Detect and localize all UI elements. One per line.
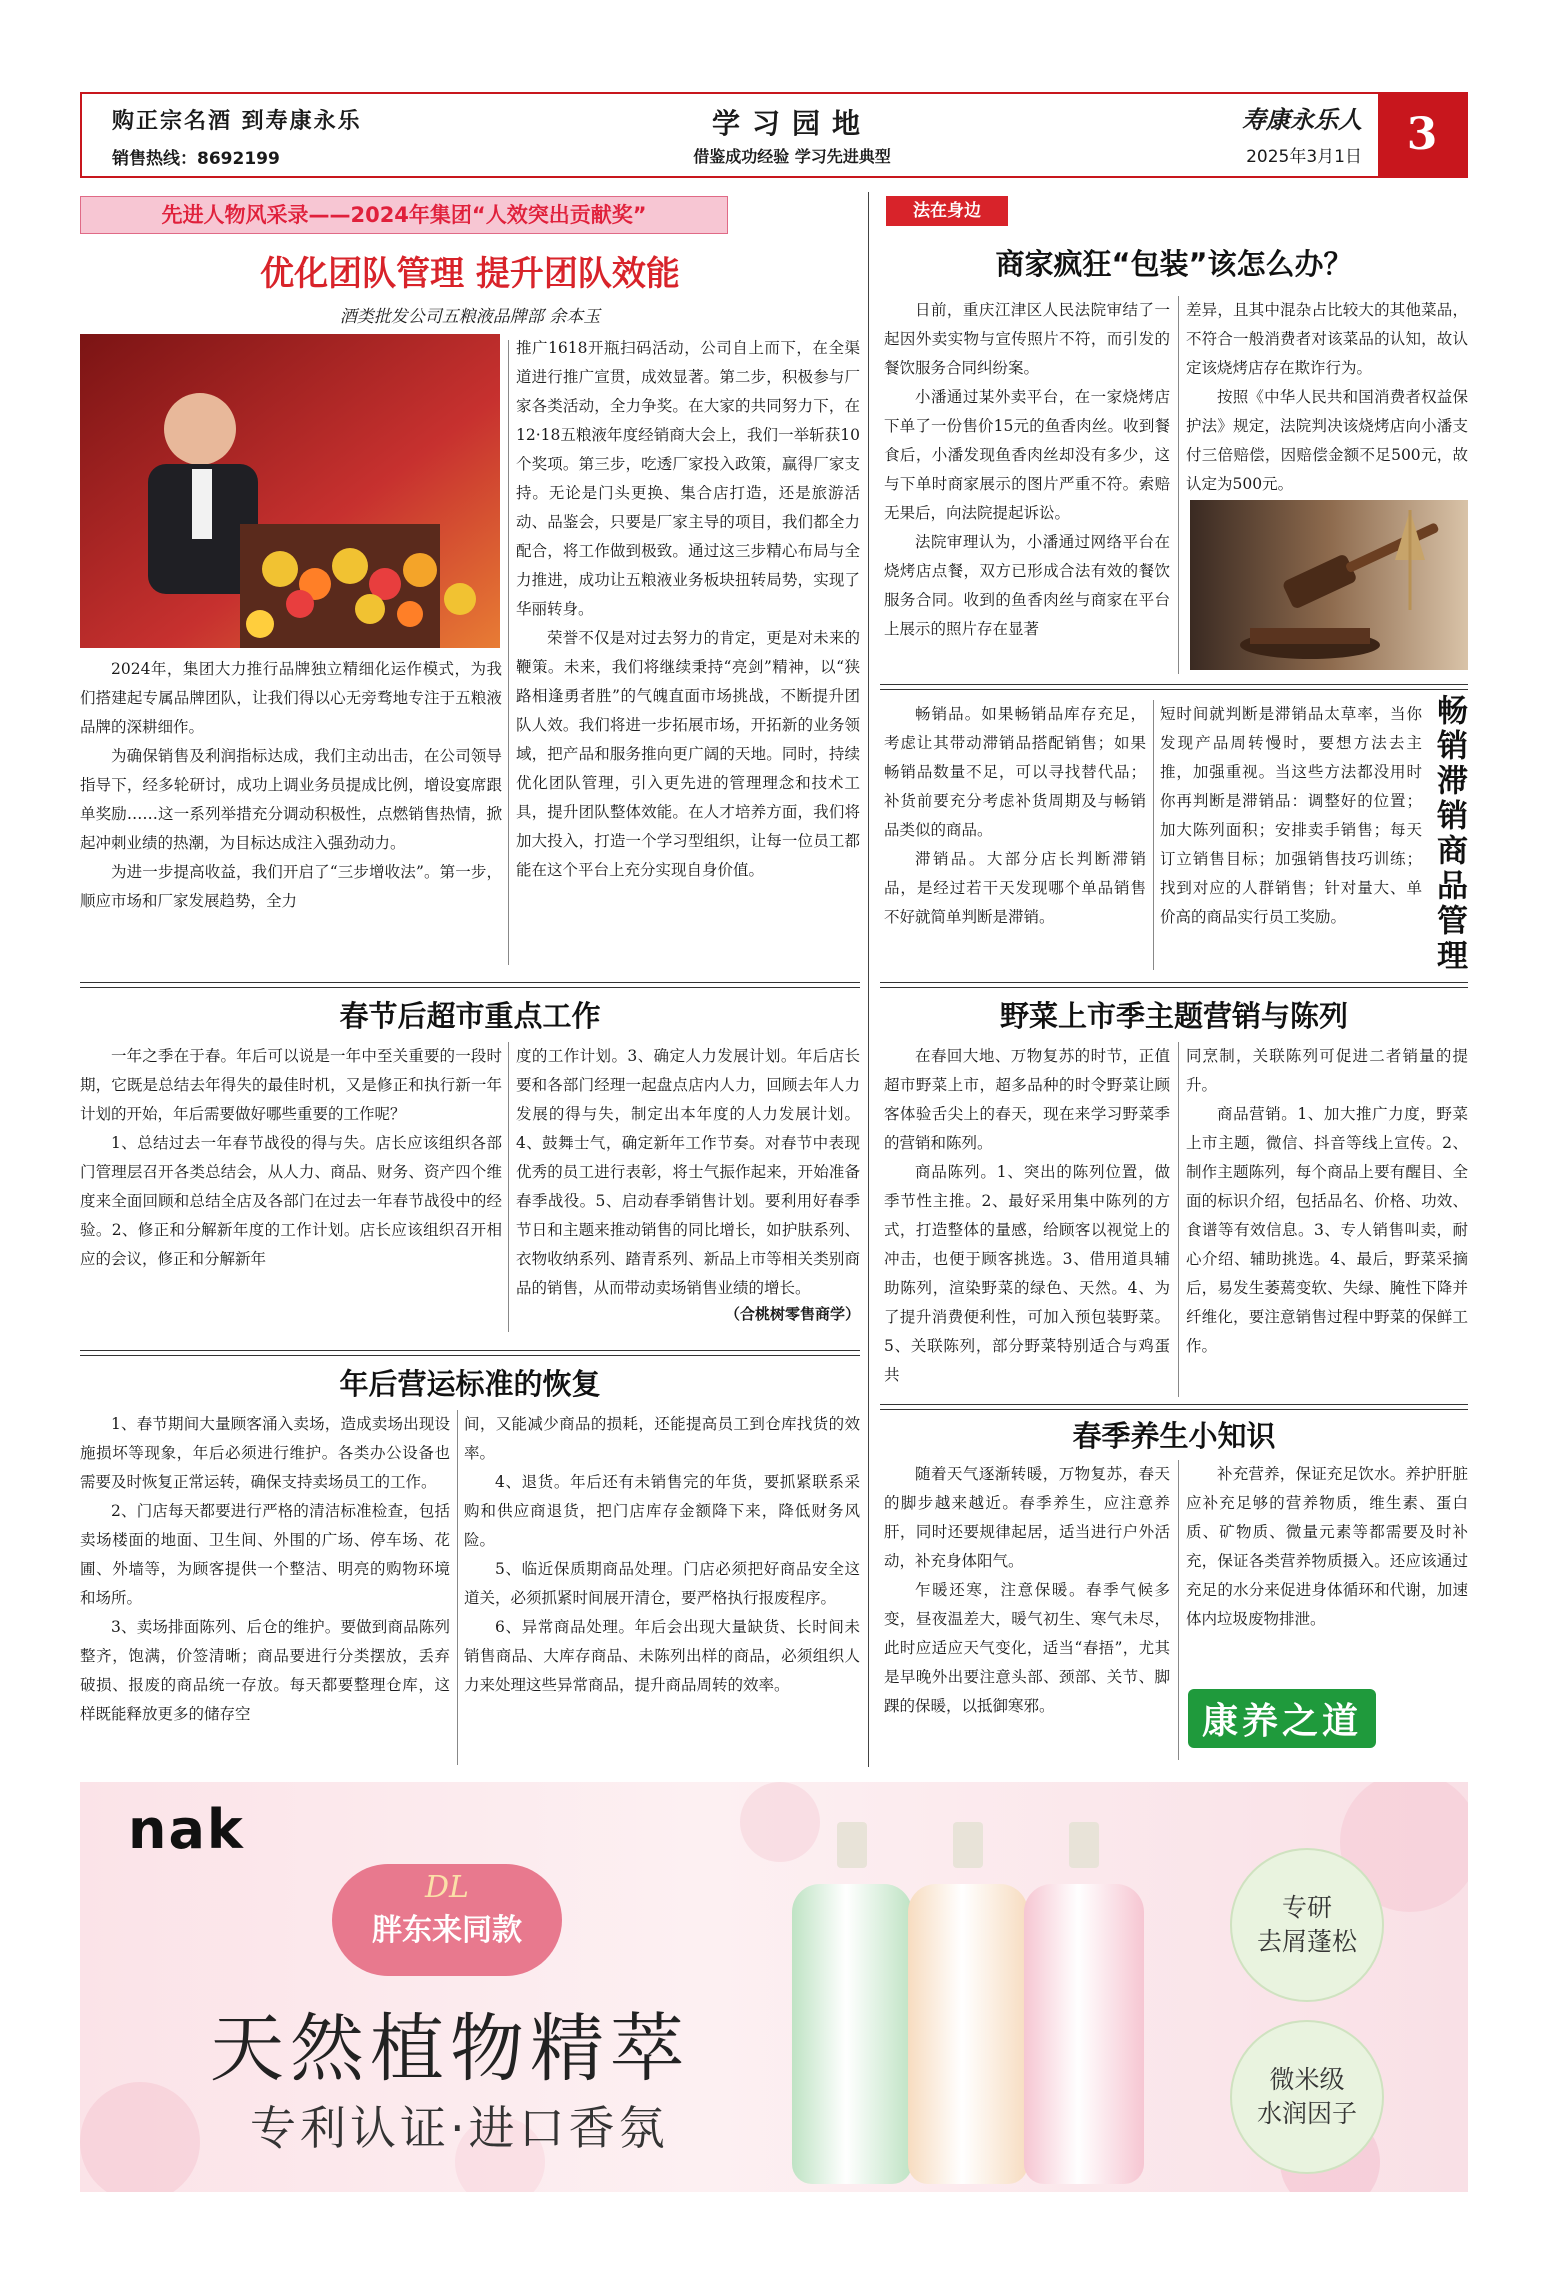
ad-headline: 天然植物精萃 <box>210 2006 690 2092</box>
article3-right-para: 6、异常商品处理。年后会出现大量缺货、长时间未销售商品、大库存商品、未陈列出样的商品，必须组织人力来处理这些异常商品，提升商品周转的效率。 <box>464 1618 860 1694</box>
article2-col-rule <box>508 1042 509 1332</box>
section-title: 学习园地 <box>711 107 872 140</box>
ad-feature-circle-2: 微米级 水润因子 <box>1230 2020 1384 2174</box>
article1-right-para: 推广1618开瓶扫码活动，公司自上而下，在全渠道进行推广宣贯，成效显著。第二步，积极参与厂家各类活动，全力争奖。在大家的共同努力下，在12·18五粮液年度经销商大会上，我们一举斩获10个奖项。第三步，吃透厂家投入政策，赢得厂家支持。无论是门头更换、集合店打造，还是旅游活动、品鉴会，只要是厂家主导的项目，我们都全力配合，将工作做到极致。通过这三步精心布局与全力推进，成功让五粮液业务板块扭转局势，实现了华丽转身。 <box>516 339 860 618</box>
ad-badge <box>332 1864 562 1976</box>
article5-col-rule <box>1153 700 1154 970</box>
article3-right-col <box>464 1410 860 1700</box>
article3-left-para: 3、卖场排面陈列、后仓的维护。要做到商品陈列整齐，饱满，价签清晰；商品要进行分类摆放，丢弃破损、报废的商品统一存放。每天都要整理仓库，这样既能释放更多的储存空 <box>80 1618 450 1723</box>
article6-left-para: 商品陈列。1、突出的陈列位置，做季节性主推。2、最好采用集中陈列的方式，打造整体的量感，给顾客以视觉上的冲击，也便于顾客挑选。3、借用道具辅助陈列，渲染野菜的绿色、天然。4、为了提升消费便利性，可加入预包装野菜。5、关联陈列，部分野菜特别适合与鸡蛋共 <box>884 1163 1170 1384</box>
article2-right-col <box>516 1042 860 1303</box>
article2-title: 春节后超市重点工作 <box>339 999 601 1033</box>
article4-left-para: 法院审理认为，小潘通过网络平台在烧烤店点餐，双方已形成合法有效的餐饮服务合同。收到的鱼香肉丝与商家在平台上展示的照片存在显著 <box>884 533 1170 638</box>
article6-title: 野菜上市季主题营销与陈列 <box>999 999 1348 1033</box>
article2-left-col <box>80 1042 502 1274</box>
article1-col-rule <box>508 340 509 965</box>
article6-right-para: 同烹制，关联陈列可促进二者销量的提升。 <box>1186 1047 1468 1094</box>
article1-left-para: 为确保销售及利润指标达成，我们主动出击，在公司领导指导下，经多轮研讨，成功上调业务员提成比例，增设宴席跟单奖励……这一系列举措充分调动积极性，点燃销售热情，掀起冲刺业绩的热潮，为目标达成注入强劲动力。 <box>80 747 502 852</box>
article7-logo <box>1188 1686 1468 1750</box>
section-subtitle: 借鉴成功经验 学习先进典型 <box>693 147 891 166</box>
article7-col-rule <box>1178 1460 1179 1760</box>
article5-right-para: 短时间就判断是滞销品太草率，当你发现产品周转慢时，要想方法去主推，加强重视。当这些方法都没用时你再判断是滞销品：调整好的位置；加大陈列面积；安排卖手销售；每天订立销售目标；加强销售技巧训练；找到对应的人群销售；针对量大、单价高的商品实行员工奖励。 <box>1160 705 1422 926</box>
article4-title: 商家疯狂“包装”该怎么办？ <box>995 247 1353 281</box>
article4-photo <box>1190 500 1468 670</box>
article7-right-para: 补充营养，保证充足饮水。养护肝脏应补充足够的营养物质，维生素、蛋白质、矿物质、微量元素等都需要及时补充，保证各类营养物质摄入。还应该通过充足的水分来促进身体循环和代谢，加速体内垃圾废物排泄。 <box>1186 1465 1468 1628</box>
article1-right-para: 荣誉不仅是对过去努力的肯定，更是对未来的鞭策。未来，我们将继续秉持“亮剑”精神，以“狭路相逢勇者胜”的气魄直面市场挑战，不断提升团队人效。我们将进一步拓展市场，开拓新的业务领域，把产品和服务推向更广阔的天地。同时，持续优化团队管理，引入更先进的管理理念和技术工具，提升团队整体效能。在人才培养方面，我们将加大投入，打造一个学习型组织，让每一位员工都能在这个平台上充分实现自身价值。 <box>516 629 860 879</box>
speaker-photo-illustration <box>80 334 500 648</box>
article5-left-para: 滞销品。大部分店长判断滞销品，是经过若干天发现哪个单品销售不好就简单判断是滞销。 <box>884 850 1146 926</box>
article6-left-para: 在春回大地、万物复苏的时节，正值超市野菜上市，超多品种的时令野菜让顾客体验舌尖上的春天，现在来学习野菜季的营销和陈列。 <box>884 1047 1170 1152</box>
paper-name: 寿康永乐人 <box>1242 105 1362 134</box>
ad-badge-text: 胖东来同款 <box>372 1913 522 1948</box>
ad-bottle-pink <box>1024 1822 1144 2184</box>
article4-right-col <box>1186 296 1468 499</box>
article5-left-para: 畅销品。如果畅销品库存充足，考虑让其带动滞销品搭配销售；如果畅销品数量不足，可以寻找替代品；补货前要充分考虑补货周期及与畅销品类似的商品。 <box>884 705 1146 839</box>
article7-left-col <box>884 1460 1170 1721</box>
article4-right-para: 差异，且其中混杂占比较大的其他菜品，不符合一般消费者对该菜品的认知，故认定该烧烤店存在欺诈行为。 <box>1186 301 1468 377</box>
article3-right-para: 5、临近保质期商品处理。门店必须把好商品安全这道关，必须抓紧时间展开清仓，要严格执行报废程序。 <box>464 1560 860 1607</box>
article3-right-para: 间，又能减少商品的损耗，还能提高员工到仓库找货的效率。 <box>464 1415 860 1462</box>
column-divider <box>868 192 869 1767</box>
article5-left-col <box>884 700 1146 932</box>
article7-right-col <box>1186 1460 1468 1634</box>
article1-left-para: 2024年，集团大力推行品牌独立精细化运作模式，为我们搭建起专属品牌团队，让我们得以心无旁骛地专注于五粮液品牌的深耕细作。 <box>80 660 502 736</box>
article-separator <box>880 982 1468 988</box>
masthead <box>80 92 1468 178</box>
article7-title: 春季养生小知识 <box>1072 1419 1276 1453</box>
article3-left-para: 1、春节期间大量顾客涌入卖场，造成卖场出现设施损坏等现象，年后必须进行维护。各类办公设备也需要及时恢复正常运转，确保支持卖场员工的工作。 <box>80 1415 450 1491</box>
article6-right-para: 商品营销。1、加大推广力度，野菜上市主题，微信、抖音等线上宣传。2、制作主题陈列，每个商品上要有醒目、全面的标识介绍，包括品名、价格、功效、食谱等有效信息。3、专人销售叫卖，耐心介绍、辅助挑选。4、最后，野菜采摘后，易发生萎蔫变软、失绿、腌性下降并纤维化，要注意销售过程中野菜的保鲜工作。 <box>1186 1105 1468 1355</box>
article2-left-para: 一年之季在于春。年后可以说是一年中至关重要的一段时期，它既是总结去年得失的最佳时机，又是修正和执行新一年计划的开始，年后需要做好哪些重要的工作呢？ <box>80 1047 502 1123</box>
article3-left-para: 2、门店每天都要进行严格的清洁标准检查，包括卖场楼面的地面、卫生间、外围的广场、停车场、花圃、外墙等，为顾客提供一个整洁、明亮的购物环境和场所。 <box>80 1502 450 1607</box>
article4-left-para: 小潘通过某外卖平台，在一家烧烤店下单了一份售价15元的鱼香肉丝。收到餐食后，小潘发现鱼香肉丝却没有多少，这与下单时商家展示的图片严重不符。索赔无果后，向法院提起诉讼。 <box>884 388 1170 522</box>
shampoo-advertisement <box>80 1782 1468 2192</box>
article1-left-para: 为进一步提高收益，我们开启了“三步增收法”。第一步，顺应市场和厂家发展趋势，全力 <box>80 863 502 910</box>
article6-left-col <box>884 1042 1170 1390</box>
article1-left-col <box>80 655 502 916</box>
article2-right-para: 度的工作计划。3、确定人力发展计划。年后店长要和各部门经理一起盘点店内人力，回顾去年人力发展的得与失，制定出本年度的人力发展计划。4、鼓舞士气，确定新年工作节奏。对春节中表现优秀的员工进行表彰，将士气振作起来，开始准备春季战役。5、启动春季销售计划。要利用好春季节日和主题来推动销售的同比增长，如护肤系列、衣物收纳系列、踏青系列、新品上市等相关类别商品的销售，从而带动卖场销售业绩的增长。 <box>516 1047 860 1297</box>
article3-left-col <box>80 1410 450 1729</box>
masthead-hotline: 销售热线：8692199 <box>112 149 280 169</box>
article-separator <box>80 1350 860 1356</box>
article2-source: （合桃树零售商学） <box>724 1305 860 1323</box>
ad-bottle-peach <box>908 1822 1028 2184</box>
article7-left-para: 乍暖还寒，注意保暖。春季气候多变，昼夜温差大，暖气初生、寒气未尽，此时应适应天气变化，适当“春捂”，尤其是早晚外出要注意头部、颈部、关节、脚踝的保暖，以抵御寒邪。 <box>884 1581 1170 1715</box>
page-number: 3 <box>1378 94 1466 176</box>
article1-right-col <box>516 334 860 885</box>
article4-left-col <box>884 296 1170 644</box>
ad-brand-logo: nak <box>128 1798 245 1861</box>
article4-right-para: 按照《中华人民共和国消费者权益保护法》规定，法院判决该烧烤店向小潘支付三倍赔偿，因赔偿金额不足500元，故认定为500元。 <box>1186 388 1468 493</box>
kangyang-logo: 康养之道 <box>1188 1689 1376 1748</box>
article2-left-para: 1、总结过去一年春节战役的得与失。店长应该组织各部门管理层召开各类总结会，从人力、商品、财务、资产四个维度来全面回顾和总结全店及各部门在过去一年春节战役中的经验。2、修正和分解新年度的工作计划。店长应该组织召开相应的会议，修正和分解新年 <box>80 1134 502 1268</box>
masthead-slogan: 购正宗名酒 到寿康永乐 <box>112 108 362 134</box>
article7-left-para: 随着天气逐渐转暖，万物复苏，春天的脚步越来越近。春季养生，应注意养肝，同时还要规律起居，适当进行户外活动，补充身体阳气。 <box>884 1465 1170 1570</box>
gavel-illustration <box>1190 500 1468 670</box>
article3-title: 年后营运标准的恢复 <box>339 1367 601 1401</box>
article1-photo <box>80 334 500 648</box>
masthead-date: 2025年3月1日 <box>1246 147 1362 167</box>
article6-right-col <box>1186 1042 1468 1361</box>
article1-title: 优化团队管理 提升团队效能 <box>260 254 680 294</box>
article3-col-rule <box>457 1410 458 1765</box>
ad-bottle-green <box>792 1822 912 2184</box>
ad-feature-circle-1: 专研 去屑蓬松 <box>1230 1848 1384 2002</box>
article-separator <box>880 1404 1468 1410</box>
article1-byline: 酒类批发公司五粮液品牌部 余本玉 <box>339 307 601 327</box>
article-separator <box>80 982 860 988</box>
bottle-body <box>1024 1884 1144 2184</box>
article6-col-rule <box>1178 1042 1179 1397</box>
article5-title: 畅销滞销商品管理 <box>1431 694 1467 974</box>
article4-left-para: 日前，重庆江津区人民法院审结了一起因外卖实物与宣传照片不符，而引发的餐饮服务合同纠纷案。 <box>884 301 1170 377</box>
ad-badge-logo: DL <box>425 1870 469 1905</box>
article-separator <box>880 684 1468 690</box>
article1-banner: 先进人物风采录——2024年集团“人效突出贡献奖” <box>80 196 728 234</box>
ad-subline: 专利认证·进口香氛 <box>250 2101 669 2155</box>
article4-tag: 法在身边 <box>886 196 1008 226</box>
article3-right-para: 4、退货。年后还有未销售完的年货，要抓紧联系采购和供应商退货，把门店库存金额降下来，降低财务风险。 <box>464 1473 860 1549</box>
bottle-body <box>792 1884 912 2184</box>
bottle-body <box>908 1884 1028 2184</box>
article5-right-col <box>1160 700 1422 932</box>
article4-col-rule <box>1178 296 1179 674</box>
